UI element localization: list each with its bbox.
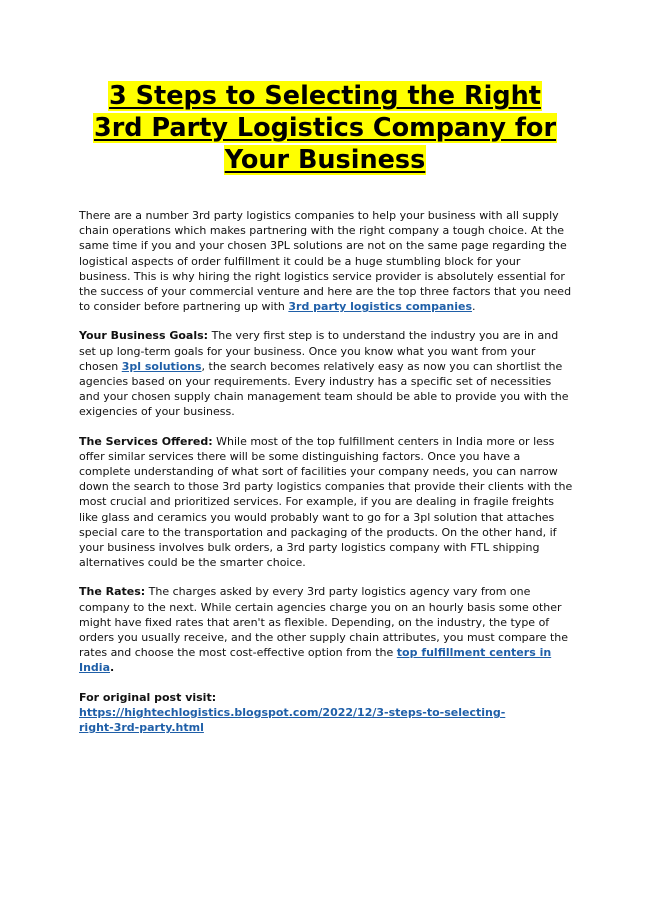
goals-label: Your Business Goals: xyxy=(79,329,209,343)
logistics-companies-link[interactable]: 3rd party logistics companies xyxy=(288,300,473,314)
document-title xyxy=(60,80,590,176)
source-label: For original post visit: xyxy=(79,690,217,704)
services-paragraph xyxy=(79,434,575,571)
goals-paragraph xyxy=(79,328,575,419)
goals-text-1: The very first step is to understand the industry you are in and set up long-term goals for your business. Once you know what you want from your chosen xyxy=(79,329,559,373)
intro-paragraph xyxy=(79,208,575,314)
document-body xyxy=(79,208,575,749)
3pl-solutions-link[interactable]: 3pl solutions xyxy=(121,359,202,373)
intro-period: . xyxy=(472,300,476,314)
source-url-link-line-1[interactable]: https://hightechlogistics.blogspot.com/2022/12/3-steps-to-selecting- xyxy=(79,705,506,719)
goals-text-2: , the search becomes relatively easy as now you can shortlist the agencies based on your requirements. Every industry has a specific set of necessities and your chosen supply chain management team should be able to provide you with the exigencies of your business. xyxy=(79,359,569,419)
services-label: The Services Offered: xyxy=(79,434,213,448)
rates-paragraph xyxy=(79,584,575,675)
source-block xyxy=(79,690,575,736)
title-line-3: Your Business xyxy=(224,145,426,175)
source-url-link-line-2[interactable]: right-3rd-party.html xyxy=(79,721,204,735)
rates-label: The Rates: xyxy=(79,585,146,599)
title-line-1: 3 Steps to Selecting the Right xyxy=(109,81,541,111)
rates-period: . xyxy=(110,661,115,675)
title-line-2: 3rd Party Logistics Company for xyxy=(93,113,557,143)
fulfillment-centers-link[interactable]: top fulfillment centers in India xyxy=(79,646,552,675)
rates-text: The charges asked by every 3rd party logistics agency vary from one company to the next. While certain agencies charge you on an hourly basis some other might have fixed rates that aren't as flexible. Depending, on the industry, the type of orders you usually receive, and the other supply chain attributes, you must compare the rates and choose the most cost-effective option from the xyxy=(79,585,569,660)
intro-text: There are a number 3rd party logistics companies to help your business with all supply chain operations which makes partnering with the right company a tough choice. At the same time if you and your chosen 3PL solutions are not on the same page regarding the logistical aspects of order fulfillment it could be a huge stumbling block for your business. This is why hiring the right logistics service provider is absolutely essential for the success of your commercial venture and here are the top three factors that you need to consider before partnering up with xyxy=(79,209,572,314)
services-text: While most of the top fulfillment centers in India more or less offer similar services there will be some distinguishing factors. Once you have a complete understanding of what sort of facilities your company needs, you can narrow down the search to those 3rd party logistics companies that provide their clients with the most crucial and prioritized services. For example, if you are dealing in fragile freights like glass and ceramics you would probably want to go for a 3pl solution that attaches special care to the transportation and packaging of the products. On the other hand, if your business involves bulk orders, a 3rd party logistics company with FTL shipping alternatives could be the smarter choice. xyxy=(79,434,573,570)
